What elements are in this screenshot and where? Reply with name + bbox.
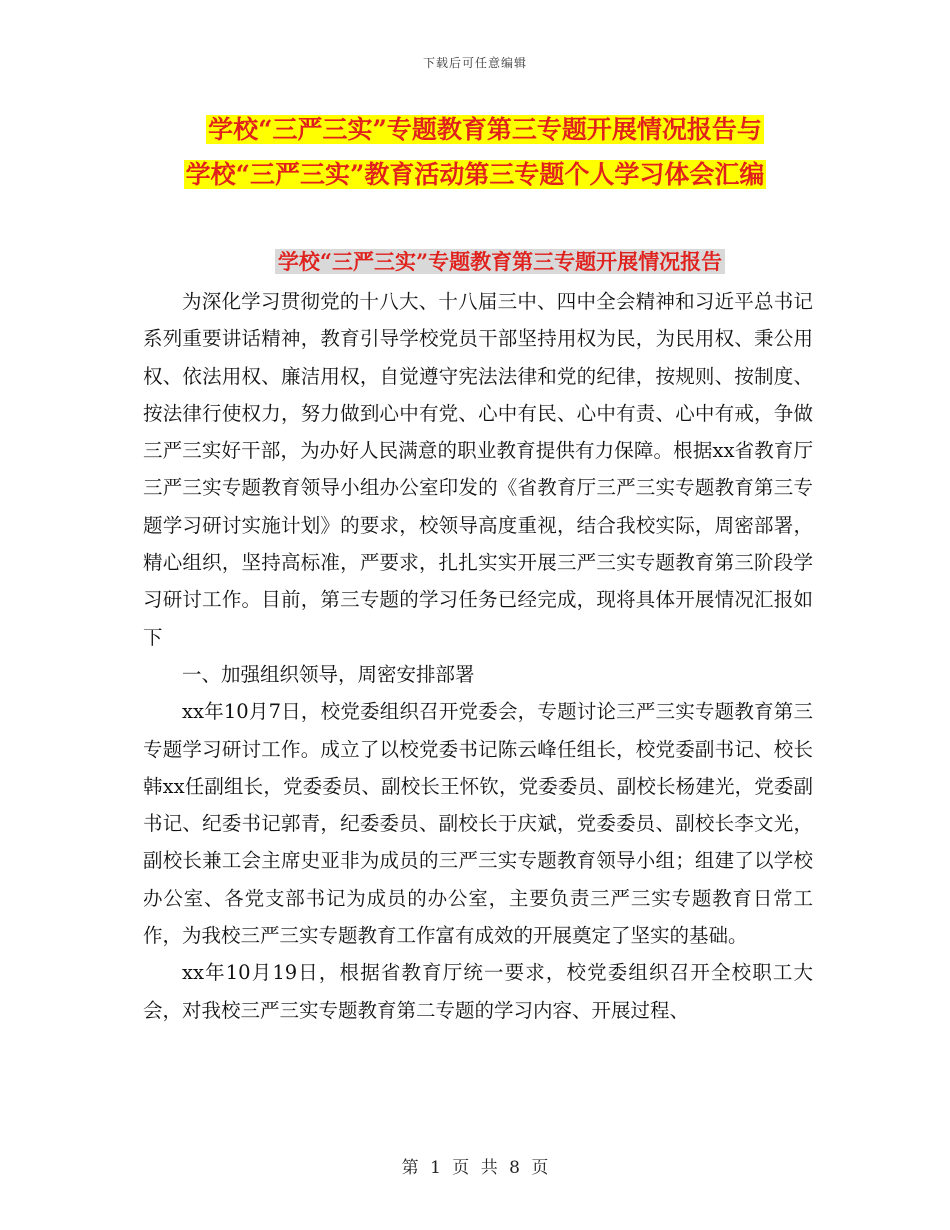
main-title-line-2-text: 学校“三严三实”教育活动第三专题个人学习体会汇编	[185, 160, 765, 189]
main-title-line-1	[0, 113, 950, 147]
header-note: 下载后可任意编辑	[422, 56, 527, 70]
paragraph-organization: xx年10月7日，校党委组织召开党委会，专题讨论三严三实专题教育第三专题学习研讨工作。成立了以校党委书记陈云峰任组长，校党委副书记、校长韩xx任副组长，党委委员、副校长王怀钦，党委委员、副校长杨建光，党委副书记、纪委书记郭青，纪委委员、副校长于庆斌，党委委员、副校长李文光，副校长兼工会主席史亚非为成员的三严三实专题教育领导小组；组建了以学校办公室、各党支部书记为成员的办公室，主要负责三严三实专题教育日常工作，为我校三严三实专题教育工作富有成效的开展奠定了坚实的基础。	[143, 700, 813, 948]
section-heading-1: 一、加强组织领导，周密安排部署	[182, 662, 475, 686]
section-title	[0, 247, 950, 277]
main-title-line-2	[0, 158, 950, 192]
section-title-text: 学校“三严三实”专题教育第三专题开展情况报告	[275, 249, 725, 274]
paragraph-meeting: xx年10月19日，根据省教育厅统一要求，校党委组织召开全校职工大会，对我校三严三实专题教育第二专题的学习内容、开展过程、	[143, 961, 813, 1022]
body-text	[143, 283, 813, 1029]
main-title-line-1-text: 学校“三严三实”专题教育第三专题开展情况报告与	[208, 115, 762, 144]
paragraph-intro: 为深化学习贯彻党的十八大、十八届三中、四中全会精神和习近平总书记系列重要讲话精神，教育引导学校党员干部坚持用权为民，为民用权、秉公用权、依法用权、廉洁用权，自觉遵守宪法法律和党的纪律，按规则、按制度、按法律行使权力，努力做到心中有党、心中有民、心中有责、心中有戒，争做三严三实好干部，为办好人民满意的职业教育提供有力保障。根据xx省教育厅三严三实专题教育领导小组办公室印发的《省教育厅三严三实专题教育第三专题学习研讨实施计划》的要求，校领导高度重视，结合我校实际，周密部署，精心组织，坚持高标准，严要求，扎扎实实开展三严三实专题教育第三阶段学习研讨工作。目前，第三专题的学习任务已经完成，现将具体开展情况汇报如下	[143, 290, 813, 649]
page-indicator: 第 1 页 共 8 页	[401, 1158, 549, 1178]
